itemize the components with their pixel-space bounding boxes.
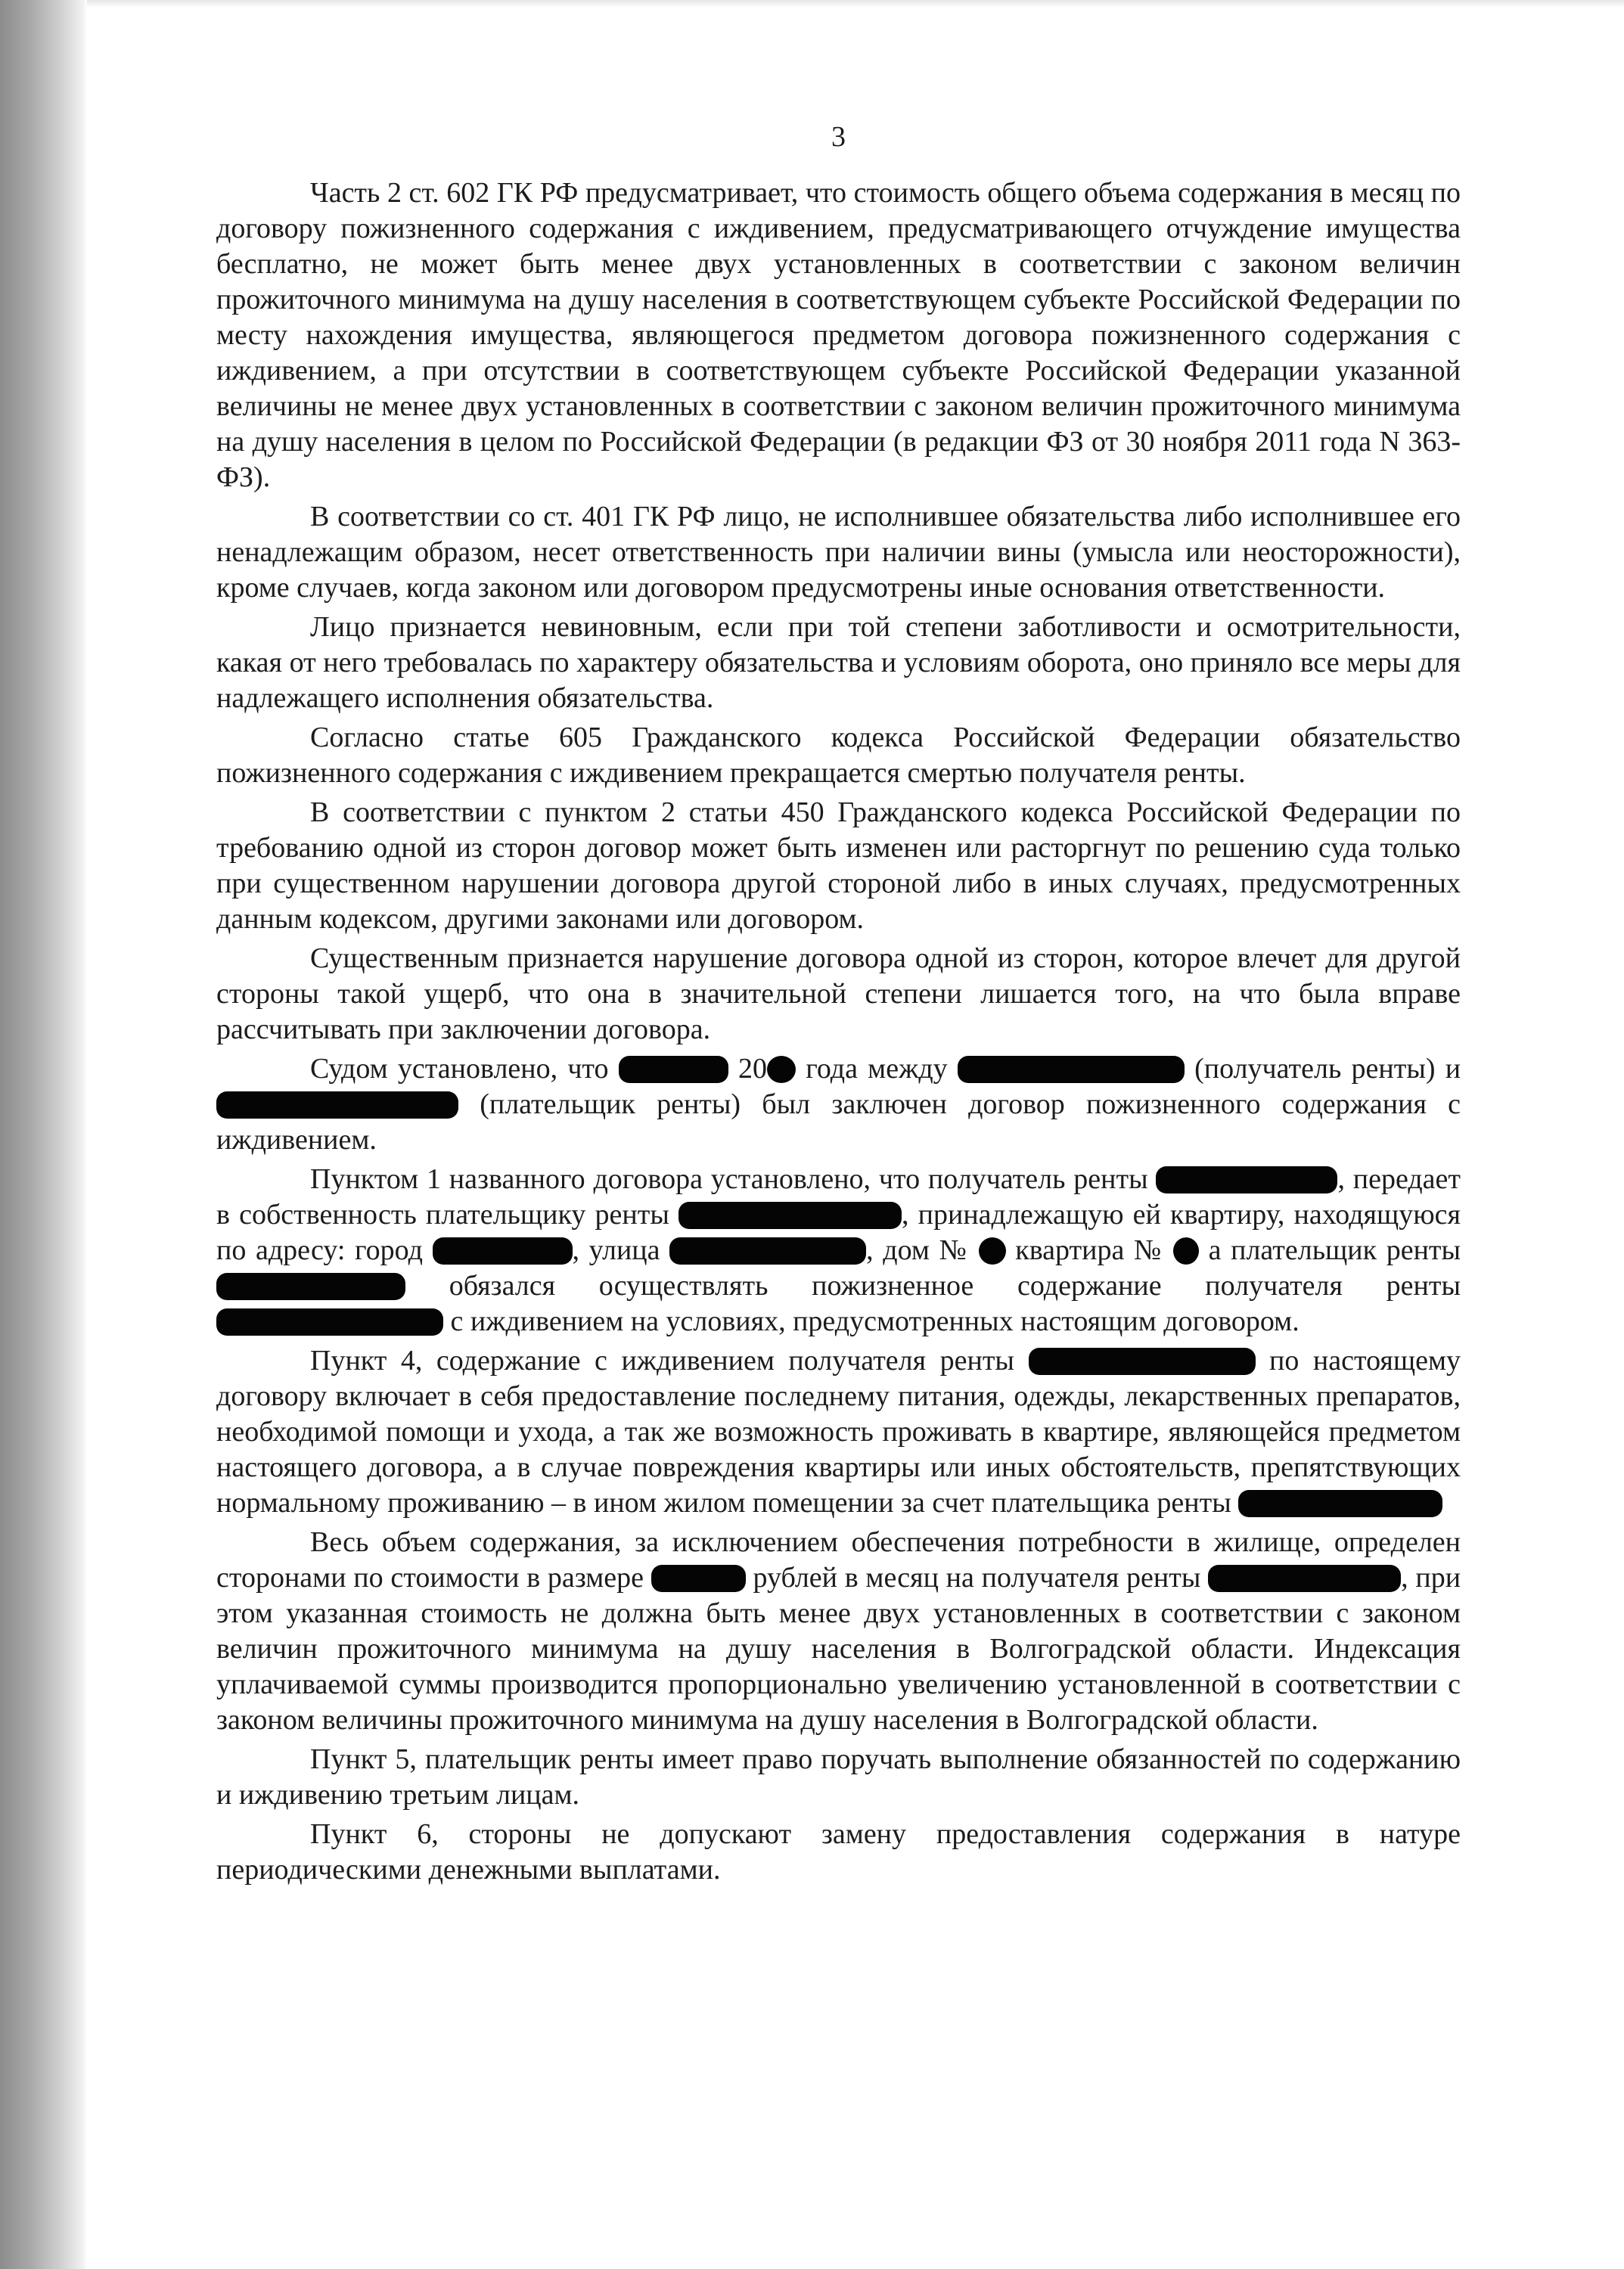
redaction-mark	[216, 1308, 443, 1336]
redaction-mark	[216, 1273, 405, 1300]
redaction-mark	[1156, 1166, 1337, 1193]
paragraph-clause-5: Пункт 5, плательщик ренты имеет право поручать выполнение обязанностей по содержанию и иждивению третьим лицам.	[216, 1743, 1461, 1811]
paragraph-material-breach: Существенным признается нарушение договора одной из сторон, которое влечет для другой стороны такой ущерб, что она в значительной степени лишается того, на что была вправе рассчитывать при заключении договора.	[216, 942, 1461, 1045]
text-fragment: , принадлежащую ей квартиру, находящуюся по адресу: город	[216, 1199, 1461, 1266]
text-fragment: Весь объем содержания, за исключением обеспечения потребности в жилище, определен сторонами по стоимости в размере	[216, 1526, 1461, 1594]
page-number: 3	[831, 121, 846, 153]
redaction-mark	[433, 1237, 573, 1265]
redaction-mark	[619, 1056, 728, 1083]
redaction-mark	[1173, 1237, 1199, 1265]
document-body	[216, 175, 1461, 1892]
text-fragment: Пунктом 1 названного договора установлено, что получатель ренты	[310, 1163, 1148, 1195]
text-fragment: с иждивением на условиях, предусмотренных настоящим договором.	[450, 1305, 1300, 1337]
redaction-mark	[979, 1237, 1006, 1265]
paragraph-article-450: В соответствии с пунктом 2 статьи 450 Гражданского кодекса Российской Федерации по требованию одной из сторон договор может быть изменен или расторгнут по решению суда только при существенном нарушении договора другой стороной либо в иных случаях, предусмотренных данным кодексом, другими законами или договором.	[216, 796, 1461, 935]
text-fragment: а плательщик ренты	[1208, 1234, 1461, 1266]
document-page	[216, 0, 1461, 2269]
text-fragment: Пункт 4, содержание с иждивением получателя ренты	[310, 1345, 1014, 1377]
paragraph-innocence: Лицо признается невиновным, если при той степени заботливости и осмотрительности, какая от него требовалась по характеру обязательства и условиям оборота, оно приняло все меры для надлежащего исполнения обязательства.	[216, 611, 1461, 714]
redaction-mark	[669, 1237, 866, 1265]
text-fragment: по настоящему договору включает в себя предоставление последнему питания, одежды, лекарственных препаратов, необходимой помощи и ухода, а так же возможность проживать в квартире, являющейся предметом настоящего договора, а в случае повреждения квартиры или иных обстоятельств, препятствующих нормальному проживанию – в ином жилом помещении за счет плательщика ренты	[216, 1345, 1461, 1519]
redaction-mark	[678, 1202, 902, 1229]
text-fragment: квартира №	[1015, 1234, 1164, 1266]
redaction-mark	[1029, 1348, 1256, 1375]
text-fragment: , улица	[572, 1234, 660, 1266]
paragraph-article-602: Часть 2 ст. 602 ГК РФ предусматривает, что стоимость общего объема содержания в месяц по договору пожизненного содержания с иждивением, предусматривающего отчуждение имущества бесплатно, не может быть менее двух установленных в соответствии с законом величин прожиточного минимума на душу населения в соответствующем субъекте Российской Федерации по месту нахождения имущества, являющегося предметом договора пожизненного содержания с иждивением, а при отсутствии в соответствующем субъекте Российской Федерации указанной величины не менее двух установленных в соответствии с законом величин прожиточного минимума на душу населения в целом по Российской Федерации (в редакции ФЗ от 30 ноября 2011 года N 363-ФЗ).	[216, 177, 1461, 493]
scan-shadow-edge	[0, 0, 87, 2269]
redaction-mark	[958, 1056, 1185, 1083]
text-fragment: , при этом указанная стоимость не должна быть менее двух установленных в соответствии с законом величин прожиточного минимума на душу населения в Волгоградской области. Индексация уплачиваемой суммы производится пропорционально увеличению установленной в соответствии с законом величины прожиточного минимума на душу населения в Волгоградской области.	[216, 1562, 1461, 1736]
text-fragment: года между	[806, 1053, 948, 1085]
paragraph-clause-4	[216, 1343, 1461, 1521]
redaction-mark	[651, 1565, 746, 1592]
paragraph-maintenance-volume	[216, 1525, 1461, 1738]
paragraph-article-401: В соответствии со ст. 401 ГК РФ лицо, не исполнившее обязательства либо исполнившее его ненадлежащим образом, несет ответственность при наличии вины (умысла или неосторожности), кроме случаев, когда законом или договором предусмотрены иные основания ответственности.	[216, 501, 1461, 604]
text-fragment: (получатель ренты) и	[1194, 1053, 1461, 1085]
text-fragment: обязался осуществлять пожизненное содержание получателя ренты	[449, 1270, 1461, 1302]
text-fragment: , передает в собственность плательщику ренты	[216, 1163, 1461, 1231]
text-fragment: (плательщик ренты) был заключен договор пожизненного содержания с иждивением.	[216, 1088, 1461, 1156]
text-fragment: Судом установлено, что	[310, 1053, 609, 1085]
paragraph-court-found	[216, 1051, 1461, 1158]
redaction-mark	[216, 1091, 458, 1119]
redaction-mark	[1208, 1565, 1401, 1592]
paragraph-clause-1	[216, 1162, 1461, 1339]
text-fragment: , дом №	[866, 1234, 969, 1266]
text-fragment: 20	[737, 1053, 767, 1085]
paragraph-article-605: Согласно статье 605 Гражданского кодекса Российской Федерации обязательство пожизненного содержания с иждивением прекращается смертью получателя ренты.	[216, 722, 1461, 789]
paragraph-clause-6: Пункт 6, стороны не допускают замену предоставления содержания в натуре периодическими денежными выплатами.	[216, 1818, 1461, 1886]
text-fragment: рублей в месяц на получателя ренты	[753, 1562, 1201, 1594]
redaction-mark	[767, 1056, 796, 1083]
redaction-mark	[1238, 1490, 1442, 1517]
